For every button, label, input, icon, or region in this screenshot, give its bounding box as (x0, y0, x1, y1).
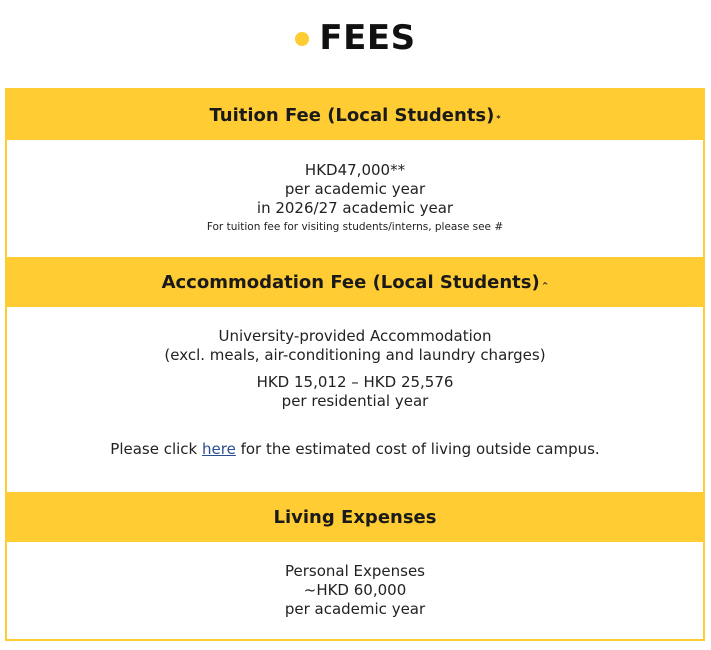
page-title: FEES (319, 18, 416, 58)
living-label: Personal Expenses (284, 562, 425, 580)
living-amount: ~HKD 60,000 (303, 581, 407, 599)
tuition-body (7, 140, 703, 257)
outside-campus-link[interactable]: here (202, 440, 236, 458)
living-header (7, 492, 703, 542)
tuition-amount: HKD47,000** (304, 161, 406, 179)
bullet-dot-icon (295, 32, 309, 46)
tuition-period: per academic year (284, 180, 426, 198)
accommodation-period: per residential year (281, 392, 429, 410)
tuition-visiting-note: For tuition fee for visiting students/interns, please see # (206, 221, 504, 233)
tuition-header-mark: * (496, 113, 501, 123)
living-body (7, 542, 703, 639)
outside-campus-suffix: for the estimated cost of living outside campus. (235, 440, 600, 458)
accommodation-header-label: Accommodation Fee (Local Students) (161, 271, 540, 293)
accommodation-range: HKD 15,012 – HKD 25,576 (256, 373, 454, 391)
living-period: per academic year (284, 600, 426, 618)
accommodation-exclusions: (excl. meals, air-conditioning and laundry charges) (164, 346, 546, 364)
accommodation-type: University-provided Accommodation (218, 327, 492, 345)
living-header-label: Living Expenses (273, 506, 437, 528)
accommodation-header (7, 257, 703, 307)
fees-table (5, 88, 705, 641)
outside-campus-line (7, 440, 703, 459)
outside-campus-prefix: Please click (110, 440, 203, 458)
accommodation-body (7, 307, 703, 492)
page-heading (0, 18, 711, 58)
accommodation-header-mark: ^ (541, 280, 549, 290)
tuition-header-label: Tuition Fee (Local Students) (209, 104, 495, 126)
tuition-year: in 2026/27 academic year (256, 199, 454, 217)
tuition-header (7, 90, 703, 140)
